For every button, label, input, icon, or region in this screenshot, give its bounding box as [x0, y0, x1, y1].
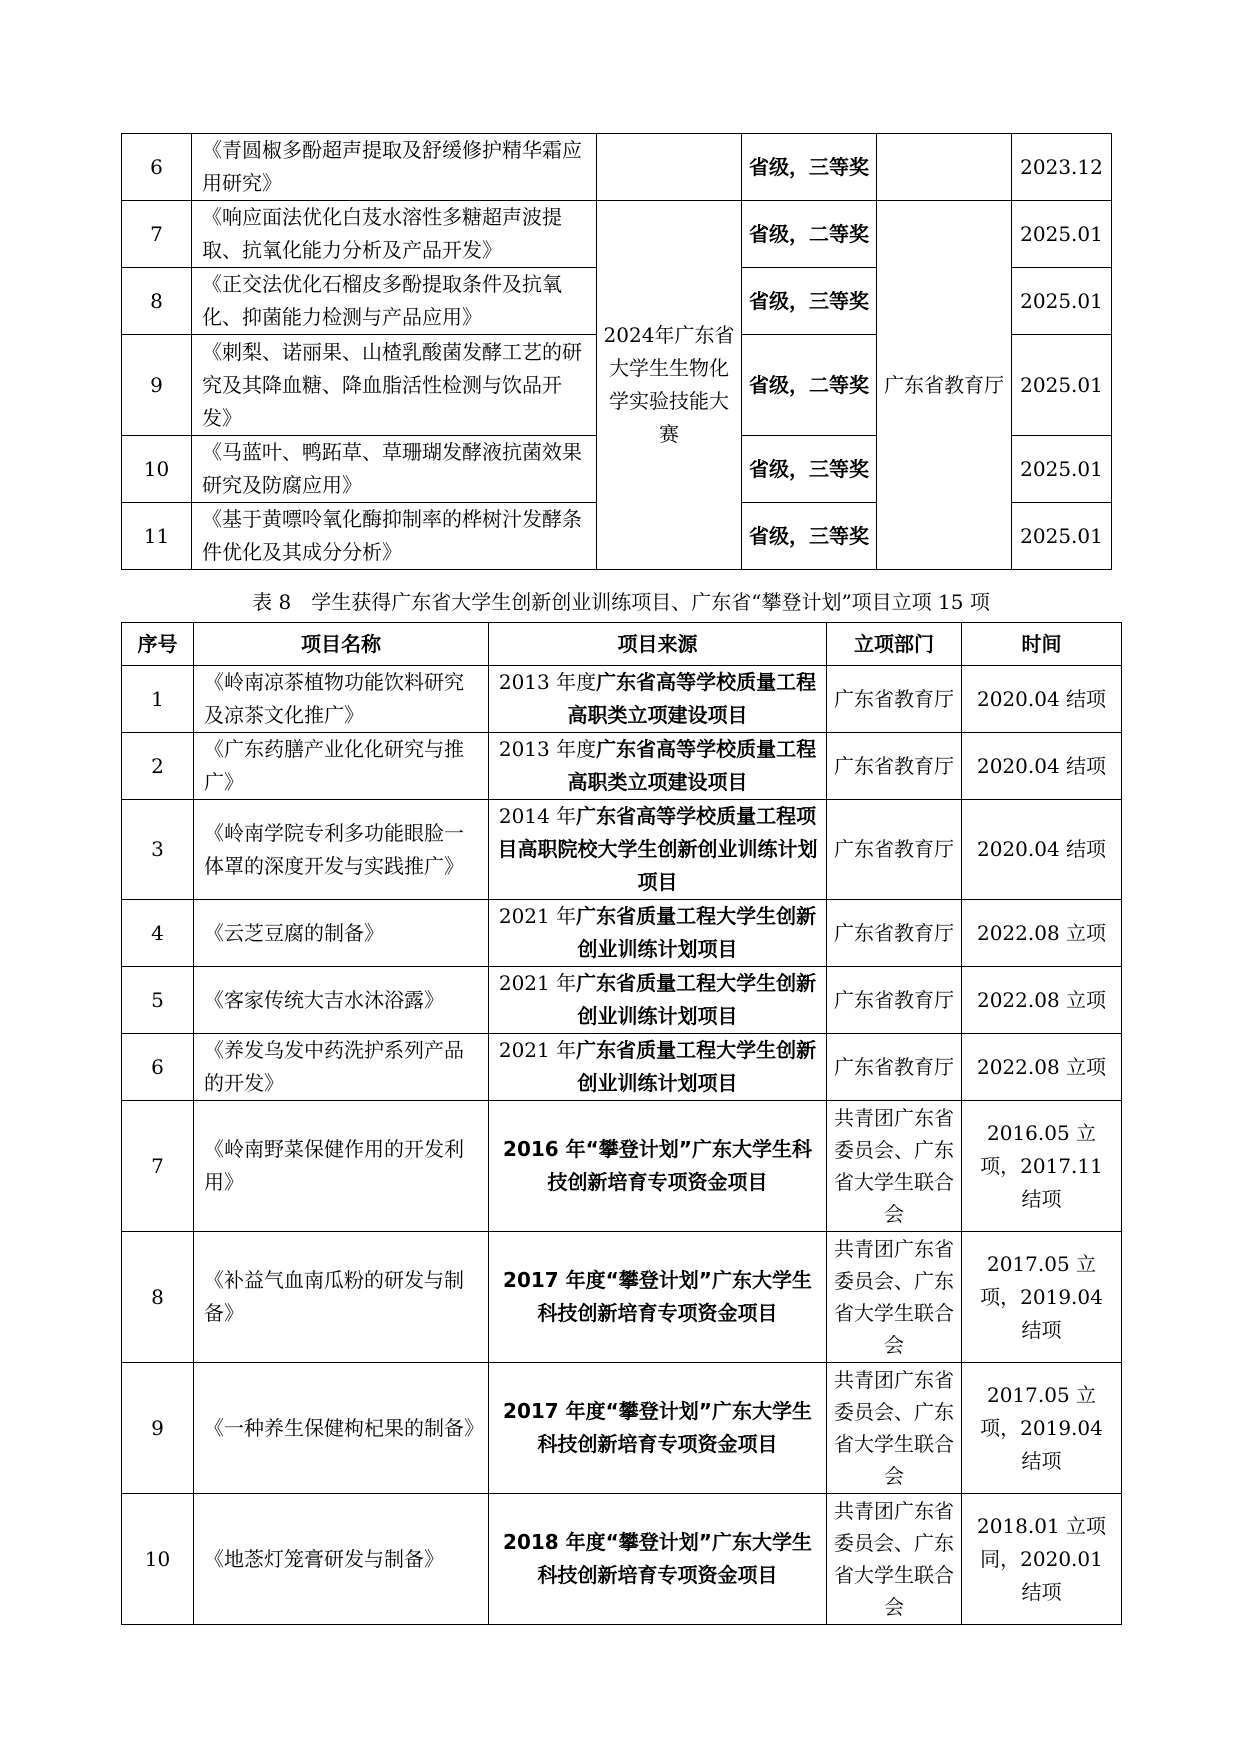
award-date: 2025.01 [1012, 436, 1112, 503]
project-name: 《广东药膳产业化化研究与推广》 [194, 733, 489, 800]
award-level: 省级，二等奖 [742, 335, 877, 436]
row-number: 6 [122, 1034, 194, 1101]
table-row [122, 1034, 1122, 1101]
project-name: 《响应面法优化白芨水溶性多糖超声波提取、抗氧化能力分析及产品开发》 [192, 201, 597, 268]
award-date: 2025.01 [1012, 335, 1112, 436]
project-name: 《云芝豆腐的制备》 [194, 900, 489, 967]
award-level: 省级，三等奖 [742, 134, 877, 201]
project-name: 《地菍灯笼膏研发与制备》 [194, 1494, 489, 1625]
project-source [489, 967, 827, 1034]
project-name: 《岭南野菜保健作用的开发利用》 [194, 1101, 489, 1232]
project-name: 《补益气血南瓜粉的研发与制备》 [194, 1232, 489, 1363]
table-row [122, 900, 1122, 967]
table-row [122, 201, 1112, 268]
row-number: 9 [122, 1363, 194, 1494]
project-time: 2020.04 结项 [962, 733, 1122, 800]
department: 共青团广东省委员会、广东省大学生联合会 [827, 1363, 962, 1494]
department: 共青团广东省委员会、广东省大学生联合会 [827, 1494, 962, 1625]
department: 广东省教育厅 [827, 666, 962, 733]
project-name: 《马蓝叶、鸭跖草、草珊瑚发酵液抗菌效果研究及防腐应用》 [192, 436, 597, 503]
source-title: 2017 年度“攀登计划”广东大学生科技创新培育专项资金项目 [489, 1232, 827, 1363]
source-year: 2013 年度 [498, 737, 597, 761]
department: 共青团广东省委员会、广东省大学生联合会 [827, 1232, 962, 1363]
table-row [122, 666, 1122, 733]
table-row [122, 1232, 1122, 1363]
row-number: 11 [122, 503, 192, 570]
source-title: 广东省高等学校质量工程高职类立项建设项目 [567, 737, 817, 794]
source-title: 广东省质量工程大学生创新创业训练计划项目 [576, 904, 817, 961]
source-year: 2021 年 [498, 1038, 577, 1062]
project-source [489, 800, 827, 900]
project-name: 《岭南学院专利多功能眼脸一体罩的深度开发与实践推广》 [194, 800, 489, 900]
award-level: 省级，二等奖 [742, 201, 877, 268]
source-year: 2014 年 [498, 804, 577, 828]
project-time: 2017.05 立项，2019.04 结项 [962, 1232, 1122, 1363]
row-number: 8 [122, 1232, 194, 1363]
department: 广东省教育厅 [827, 1034, 962, 1101]
table-row [122, 800, 1122, 900]
department: 共青团广东省委员会、广东省大学生联合会 [827, 1101, 962, 1232]
project-source [489, 666, 827, 733]
project-time: 2022.08 立项 [962, 900, 1122, 967]
row-number: 4 [122, 900, 194, 967]
table-row [122, 1494, 1122, 1625]
row-number: 7 [122, 1101, 194, 1232]
award-level: 省级，三等奖 [742, 503, 877, 570]
awards-table [121, 133, 1112, 570]
row-number: 3 [122, 800, 194, 900]
department: 广东省教育厅 [827, 733, 962, 800]
award-date: 2025.01 [1012, 503, 1112, 570]
header-project-source: 项目来源 [489, 623, 827, 666]
awarding-department: 广东省教育厅 [877, 201, 1012, 570]
row-number: 1 [122, 666, 194, 733]
source-title: 广东省高等学校质量工程高职类立项建设项目 [567, 670, 817, 727]
department: 广东省教育厅 [827, 800, 962, 900]
project-name: 《正交法优化石榴皮多酚提取条件及抗氧化、抑菌能力检测与产品应用》 [192, 268, 597, 335]
project-time: 2017.05 立项，2019.04 结项 [962, 1363, 1122, 1494]
project-time: 2022.08 立项 [962, 1034, 1122, 1101]
projects-table [121, 622, 1122, 1625]
source-year: 2021 年 [498, 904, 577, 928]
project-source [489, 900, 827, 967]
project-name: 《基于黄嘌呤氧化酶抑制率的桦树汁发酵条件优化及其成分分析》 [192, 503, 597, 570]
table-row [122, 733, 1122, 800]
source-title: 广东省质量工程大学生创新创业训练计划项目 [576, 1038, 817, 1095]
competition-cell-empty [597, 134, 742, 201]
table-caption: 表 8 学生获得广东省大学生创新创业训练项目、广东省“攀登计划”项目立项 15 项 [252, 590, 990, 614]
row-number: 10 [122, 1494, 194, 1625]
table-row [122, 967, 1122, 1034]
source-title: 2016 年“攀登计划”广东大学生科技创新培育专项资金项目 [489, 1101, 827, 1232]
award-date: 2025.01 [1012, 201, 1112, 268]
award-level: 省级，三等奖 [742, 268, 877, 335]
project-time: 2022.08 立项 [962, 967, 1122, 1034]
header-number: 序号 [122, 623, 194, 666]
project-name: 《岭南凉茶植物功能饮料研究及凉茶文化推广》 [194, 666, 489, 733]
project-time: 2016.05 立项，2017.11 结项 [962, 1101, 1122, 1232]
project-source [489, 733, 827, 800]
row-number: 7 [122, 201, 192, 268]
source-title: 广东省高等学校质量工程项目高职院校大学生创新创业训练计划项目 [497, 804, 818, 894]
header-time: 时间 [962, 623, 1122, 666]
project-name: 《养发乌发中药洗护系列产品的开发》 [194, 1034, 489, 1101]
row-number: 2 [122, 733, 194, 800]
award-date: 2023.12 [1012, 134, 1112, 201]
source-title: 广东省质量工程大学生创新创业训练计划项目 [576, 971, 817, 1028]
row-number: 9 [122, 335, 192, 436]
department-cell-empty [877, 134, 1012, 201]
table-row [122, 134, 1112, 201]
table-header-row [122, 623, 1122, 666]
award-level: 省级，三等奖 [742, 436, 877, 503]
row-number: 10 [122, 436, 192, 503]
project-name: 《客家传统大吉水沐浴露》 [194, 967, 489, 1034]
source-title: 2017 年度“攀登计划”广东大学生科技创新培育专项资金项目 [489, 1363, 827, 1494]
project-time: 2018.01 立项同，2020.01 结项 [962, 1494, 1122, 1625]
row-number: 5 [122, 967, 194, 1034]
department: 广东省教育厅 [827, 967, 962, 1034]
header-project-name: 项目名称 [194, 623, 489, 666]
source-year: 2013 年度 [498, 670, 597, 694]
source-title: 2018 年度“攀登计划”广东大学生科技创新培育专项资金项目 [489, 1494, 827, 1625]
row-number: 8 [122, 268, 192, 335]
project-name: 《刺梨、诺丽果、山楂乳酸菌发酵工艺的研究及其降血糖、降血脂活性检测与饮品开发》 [192, 335, 597, 436]
project-name: 《青圆椒多酚超声提取及舒缓修护精华霜应用研究》 [192, 134, 597, 201]
source-year: 2021 年 [498, 971, 577, 995]
row-number: 6 [122, 134, 192, 201]
award-date: 2025.01 [1012, 268, 1112, 335]
competition-name: 2024年广东省大学生生物化学实验技能大赛 [597, 201, 742, 570]
department: 广东省教育厅 [827, 900, 962, 967]
table-row [122, 1363, 1122, 1494]
project-source [489, 1034, 827, 1101]
table-row [122, 1101, 1122, 1232]
project-time: 2020.04 结项 [962, 666, 1122, 733]
project-name: 《一种养生保健枸杞果的制备》 [194, 1363, 489, 1494]
header-department: 立项部门 [827, 623, 962, 666]
project-time: 2020.04 结项 [962, 800, 1122, 900]
